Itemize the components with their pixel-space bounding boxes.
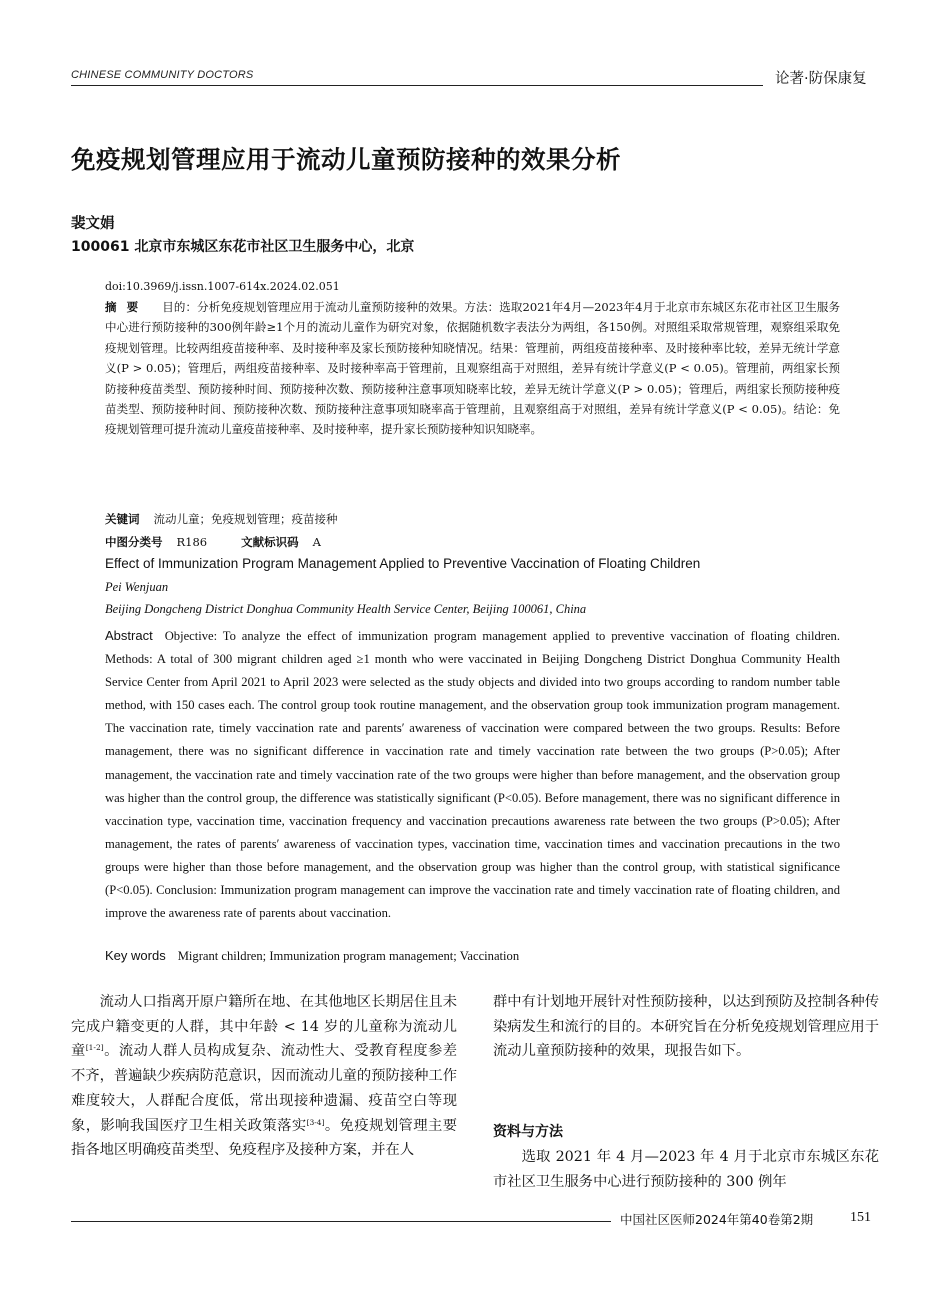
body-left-column xyxy=(71,990,457,1163)
abstract-en xyxy=(105,624,840,925)
doi: doi:10.3969/j.issn.1007-614x.2024.02.051 xyxy=(105,280,340,293)
footer-journal: 中国社区医师2024年第40卷第2期 xyxy=(620,1212,814,1227)
body-text: 。流动人群人员构成复杂、流动性大、受教育程度参差不齐，普遍缺少疾病防范意识，因而流动儿童的预防接种工作难度较大，人群配合度低，常出现接种遗漏、疫苗空白等现象，影响我国医疗卫生相关政策落实 xyxy=(71,1043,458,1134)
running-header-journal: CHINESE COMMUNITY DOCTORS xyxy=(71,69,254,81)
citation-ref[interactable]: [3-4] xyxy=(306,1117,325,1127)
keywords-cn-text: 流动儿童；免疫规划管理；疫苗接种 xyxy=(153,512,338,526)
abstract-cn-label: 摘要 xyxy=(105,300,149,314)
footer-rule xyxy=(71,1221,611,1222)
page-number: 151 xyxy=(850,1210,871,1225)
article-title: 免疫规划管理应用于流动儿童预防接种的效果分析 xyxy=(71,145,621,174)
doc-code-label: 文献标识码 xyxy=(241,535,299,549)
abstract-cn xyxy=(105,297,840,440)
body-text: 。免疫规划管理主要指各地区明确疫苗类型、免疫程序及接种方案，并在人 xyxy=(71,1117,458,1159)
abstract-cn-text: 目的：分析免疫规划管理应用于流动儿童预防接种的效果。方法：选取2021年4月—2023年4月于北京市东城区东花市社区卫生服务中心进行预防接种的300例年龄≥1个月的流动儿童作为研究对象，依据随机数字表法分为两组，各150例。对照组采取常规管理，观察组采取免疫规划管理。比较两组疫苗接种率、及时接种率及家长预防接种知晓情况。结果：管理前，两组疫苗接种率、及时接种率比较，差异无统计学意义(P > 0.05)；管理后，两组疫苗接种率、及时接种率高于管理前，且观察组高于对照组，差异有统计学意义(P < 0.05)。管理前，两组家长预防接种疫苗类型、预防接种时间、预防接种次数、预防接种注意事项知晓率比较，差异无统计学意义(P > 0.05)；管理后，两组家长预防接种疫苗类型、预防接种时间、预防接种次数、预防接种注意事项知晓率高于管理前，且观察组高于对照组，差异有统计学意义(P < 0.05)。结论：免疫规划管理可提升流动儿童疫苗接种率、及时接种率，提升家长预防接种知识知晓率。 xyxy=(105,300,840,437)
english-affiliation: Beijing Dongcheng District Donghua Community Health Service Center, Beijing 100061, China xyxy=(105,602,587,616)
clc-value: R186 xyxy=(176,535,208,549)
abstract-en-text: Objective: To analyze the effect of immunization program management applied to preventive vaccination of floating children. Methods: A total of 300 migrant children aged ≥1 month who were vaccinated in Beijing Dongcheng District Donghua Community Health Service Center from April 2021 to April 2023 were selected as the study objects and divided into two groups according to random number table method, with 150 cases each. The control group took routine management, and the observation group took immunization program management. The vaccination rate, timely vaccination rate and parents′ awareness of vaccination were compared between the two groups. Results: Before management, there was no significant difference in vaccination rate and timely vaccination rate between the two groups (P>0.05); After management, the vaccination rate and timely vaccination rate of the two groups were higher than before management, and the observation group was higher than the control group, the difference was statistically significant (P<0.05). Before management, there was no significant difference in vaccination type, vaccination time, vaccination frequency and vaccination precautions awareness rate between the two groups (P>0.05); After management, the rates of parents′ awareness of vaccination types, vaccination time, vaccination times and vaccination precautions in the two groups were higher than those before management, and the observation group was higher than the control group, with statistical significance (P<0.05). Conclusion: Immunization program management can improve the vaccination rate and timely vaccination rate of floating children, and improve the awareness rate of parents about vaccination. xyxy=(105,629,840,921)
running-header-section: 论著·防保康复 xyxy=(775,71,867,87)
clc-label: 中图分类号 xyxy=(105,535,163,549)
keywords-cn-label: 关键词 xyxy=(105,512,140,526)
body-right-paragraph: 选取 2021 年 4 月—2023 年 4 月于北京市东城区东花市社区卫生服务中心进行预防接种的 300 例年 xyxy=(493,1149,879,1190)
citation-ref[interactable]: [1-2] xyxy=(85,1043,104,1053)
keywords-en xyxy=(105,948,519,964)
keywords-en-label: Key words xyxy=(105,948,166,963)
body-right-paragraph: 群中有计划地开展针对性预防接种，以达到预防及控制各种传染病发生和流行的目的。本研究旨在分析免疫规划管理应用于流动儿童预防接种的效果，现报告如下。 xyxy=(493,994,880,1060)
author-name: 裴文娟 xyxy=(71,216,115,232)
body-text: 流动人口指离开原户籍所在地、在其他地区长期居住且未完成户籍变更的人群，其中年龄 < 14 岁的儿童称为流动儿童 xyxy=(71,994,458,1060)
doc-code-value: A xyxy=(312,535,321,549)
section-heading: 资料与方法 xyxy=(493,1124,563,1140)
keywords-en-text: Migrant children; Immunization program management; Vaccination xyxy=(177,949,520,963)
keywords-cn xyxy=(105,509,338,529)
english-title: Effect of Immunization Program Management Applied to Preventive Vaccination of Floating Children xyxy=(105,556,701,571)
english-author: Pei Wenjuan xyxy=(105,580,169,594)
author-affiliation: 100061 北京市东城区东花市社区卫生服务中心，北京 xyxy=(71,239,415,255)
classification-line xyxy=(105,532,321,552)
abstract-en-label: Abstract xyxy=(105,628,153,643)
header-rule xyxy=(71,85,763,86)
